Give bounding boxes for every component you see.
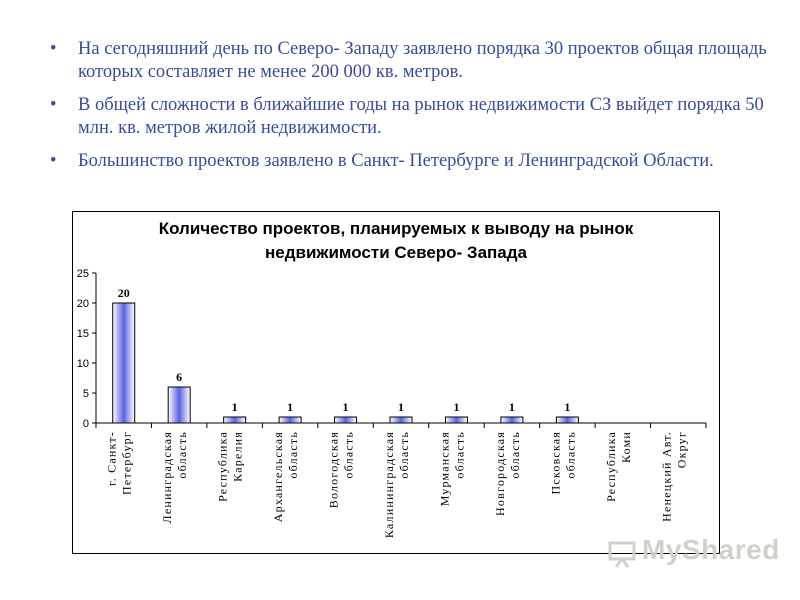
data-label: 6 (176, 370, 183, 384)
bullet-text: На сегодняшний день по Северо- Западу заявлено порядка 30 проектов общая площадь которых составляет не менее 200 000 кв. метров. (78, 39, 767, 82)
x-tick-label (659, 431, 688, 522)
x-tick-label-line: Ненецкий Авт. (659, 431, 674, 522)
x-tick-label-line: Республика (215, 431, 230, 502)
y-tick-label: 20 (76, 298, 89, 310)
x-tick-label-line: область (452, 431, 467, 479)
x-tick-label (327, 431, 356, 508)
bar (556, 417, 578, 423)
y-tick-label: 25 (76, 268, 89, 280)
x-tick-label (271, 431, 300, 522)
chart-labels (105, 286, 689, 538)
bullet-dot-icon: • (50, 95, 57, 115)
y-tick-label: 10 (76, 358, 89, 370)
x-tick-label-line: Округ (674, 431, 689, 469)
x-tick-label-line: область (563, 431, 578, 479)
bullet-text: Большинство проектов заявлено в Санкт- Петербурге и Ленинградской Области. (78, 151, 714, 171)
presentation-icon (608, 540, 638, 568)
bar (390, 417, 412, 423)
x-tick-label-line: область (507, 431, 522, 479)
y-tick-label: 0 (82, 418, 89, 430)
x-tick-label (604, 431, 633, 502)
watermark-text: MyShared (642, 534, 780, 565)
bullet-dot-icon: • (50, 39, 57, 59)
bullet-text: В общей сложности в ближайшие годы на рынок недвижимости СЗ выйдет порядка 50 млн. кв. метров жилой недвижимости. (78, 95, 764, 138)
bar (224, 417, 246, 423)
x-tick-label (216, 431, 245, 502)
bar (335, 417, 357, 423)
bar (279, 417, 301, 423)
x-tick-label-line: Новгородская (492, 431, 507, 516)
bar (113, 303, 135, 423)
x-tick-label-line: Псковская (548, 431, 563, 495)
x-tick-label-line: область (175, 431, 190, 479)
x-tick-label (437, 431, 466, 506)
x-tick-label-line: Калининградская (382, 431, 396, 539)
x-tick-label-line: область (397, 431, 411, 479)
x-tick-label-line: Коми (618, 431, 633, 463)
x-tick-label (382, 431, 411, 538)
x-tick-label (105, 431, 134, 495)
bullet-dot-icon: • (50, 151, 57, 171)
data-label: 1 (564, 400, 571, 414)
x-tick-label-line: г. Санкт- (104, 431, 119, 487)
data-label: 1 (342, 400, 349, 414)
data-label: 1 (231, 400, 238, 414)
x-tick-label-line: область (341, 431, 356, 479)
x-tick-label-line: Республика (603, 431, 618, 502)
bar (445, 417, 467, 423)
x-tick-label (493, 431, 522, 516)
data-label: 1 (453, 400, 460, 414)
bar (501, 417, 523, 423)
data-label: 1 (508, 400, 515, 414)
x-tick-label-line: Карелия (230, 431, 245, 482)
y-tick-label: 5 (82, 388, 89, 400)
data-label: 20 (117, 286, 130, 300)
x-tick-label-line: Вологодская (326, 431, 341, 509)
data-label: 1 (287, 400, 294, 414)
x-tick-label (548, 431, 577, 494)
x-tick-label-line: Архангельская (271, 431, 286, 523)
x-tick-label-line: область (286, 431, 301, 479)
x-tick-label-line: Петербург (119, 431, 134, 495)
y-tick-label: 15 (76, 328, 89, 340)
x-tick-label-line: Мурманская (437, 431, 452, 507)
data-label: 1 (398, 400, 404, 414)
chart-title-line: Количество проектов, планируемых к выводу на рынок (158, 219, 634, 238)
x-tick-label (160, 431, 189, 523)
chart-title-line: недвижимости Северо- Запада (264, 243, 528, 262)
bar (168, 387, 190, 423)
x-tick-label-line: Ленинградская (160, 431, 175, 524)
